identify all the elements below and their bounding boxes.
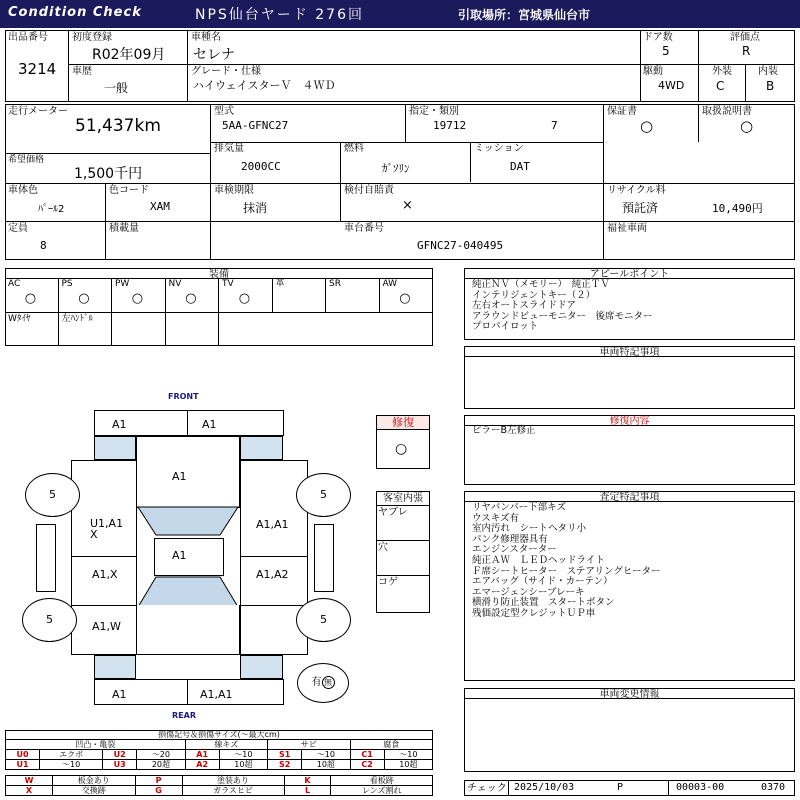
recycle-label: リサイクル料 <box>607 185 666 196</box>
roof-damage: A1 <box>172 549 187 562</box>
equipment-label: 左ﾊﾝﾄﾞﾙ <box>61 314 94 324</box>
rating-label: 評価点 <box>730 32 760 43</box>
inspection-value: 抹消 <box>243 201 268 215</box>
displacement-label: 排気量 <box>214 143 244 154</box>
tire-front-left-tread: 5 <box>49 488 56 501</box>
legend-desc: レンズ割れ <box>331 786 433 796</box>
warranty-label: 保証書 <box>607 106 637 117</box>
front-bumper-right-damage: A1 <box>202 418 217 431</box>
designation-value: 19712 <box>433 119 467 132</box>
equipment-label: NV <box>168 279 182 289</box>
equipment-cell-row2-1 <box>59 312 113 346</box>
legend-code: C2 <box>350 760 384 770</box>
legend-code: P <box>135 776 182 786</box>
equipment-mark: ○ <box>238 291 251 306</box>
legend-table <box>5 739 433 770</box>
recycle-status: 預託済 <box>622 201 659 215</box>
rating-value: R <box>742 44 751 58</box>
legend-code: U0 <box>6 750 40 760</box>
equipment-label: 革 <box>275 279 285 289</box>
legend-code: U1 <box>6 760 40 770</box>
equipment-cell-row2-0 <box>5 312 59 346</box>
equipment-cell-row2-7 <box>380 312 434 346</box>
welfare-label: 福祉車両 <box>607 223 647 234</box>
capacity-label: 定員 <box>8 223 28 234</box>
equipment-cell-row2-6 <box>326 312 380 346</box>
legend-code: W <box>6 776 53 786</box>
drive-value: 4WD <box>658 79 685 92</box>
equipment-cell-6 <box>326 278 380 312</box>
mission-value: DAT <box>510 160 530 173</box>
legend-desc: 10超 <box>384 760 432 770</box>
car-name-label: 車種名 <box>191 32 221 43</box>
insurance-label: 検付自賠責 <box>344 185 394 196</box>
tire-front-right-tread: 5 <box>320 488 327 501</box>
change-info-box <box>464 698 795 772</box>
mileage-value: 51,437km <box>75 116 161 136</box>
model-value: 5AA-GFNC27 <box>222 119 289 132</box>
equipment-title: 装備 <box>5 268 433 279</box>
right-front-door-damage: A1,A1 <box>256 518 289 531</box>
legend-group: 腐食 <box>350 740 433 750</box>
history-value: 一般 <box>104 81 129 95</box>
equipment-cell-3 <box>166 278 220 312</box>
legend-desc: 交換跡 <box>52 786 135 796</box>
change-info-title: 車両変更情報 <box>464 688 795 699</box>
fuel-value: ｶﾞｿﾘﾝ <box>382 162 410 175</box>
equipment-label: AW <box>382 279 398 289</box>
check-date: 2025/10/03 <box>514 782 575 793</box>
equipment-mark: ○ <box>185 291 197 306</box>
designation-label: 指定・類別 <box>409 106 459 117</box>
legend-title: 損傷記号＆損傷サイズ(～最大cm) <box>5 730 433 740</box>
legend-code: S1 <box>268 750 302 760</box>
appeal-title: アピールポイント <box>464 268 795 279</box>
chassis-label: 車台番号 <box>344 223 384 234</box>
repair-content-text: ピラーB左修正 <box>472 425 536 436</box>
equipment-label: AC <box>8 279 21 289</box>
exterior-label: 外装 <box>712 66 732 77</box>
legend-code: A1 <box>185 750 219 760</box>
doors-label: ドア数 <box>643 32 673 43</box>
left-rear-door-damage: A1,X <box>92 568 118 581</box>
front-left-fender <box>94 436 136 460</box>
mission-label: ミッション <box>474 143 524 154</box>
spare-none-mark: 無 <box>322 676 335 689</box>
legend-code: G <box>135 786 182 796</box>
trunk-area <box>136 605 240 655</box>
equipment-cell-1 <box>59 278 113 312</box>
equipment-label: SR <box>329 279 341 289</box>
equipment-cell-row2-2 <box>112 312 166 346</box>
equipment-cell-7 <box>380 278 434 312</box>
first-registration-label: 初度登録 <box>72 32 112 43</box>
legend-desc: 20超 <box>137 760 185 770</box>
grade-value: ハイウェイスターＶ ４ＷＤ <box>193 79 336 92</box>
lot-number: 3214 <box>18 60 57 78</box>
capacity-value: 8 <box>40 239 47 252</box>
legend-desc: ～10 <box>302 750 350 760</box>
inspection-label: 車検期限 <box>214 185 254 196</box>
right-rear-door-damage: A1,A2 <box>256 568 289 581</box>
pickup-location: 引取場所：宮城県仙台市 <box>458 8 591 22</box>
check-number: 00003-00 <box>676 782 725 793</box>
tire-rear-left <box>22 598 77 642</box>
special-title: 車両特記事項 <box>464 346 795 357</box>
insurance-value: × <box>402 198 413 213</box>
equipment-mark: ○ <box>24 291 37 306</box>
warranty-mark: ○ <box>640 117 654 135</box>
repair-content-title: 修復内容 <box>464 415 795 426</box>
equipment-cell-row2-5 <box>273 312 327 346</box>
color-value: ﾊﾟｰﾙ2 <box>38 204 65 215</box>
equipment-mark: ○ <box>131 291 144 306</box>
tire-rear-right-tread: 5 <box>320 613 327 626</box>
equipment-cell-0 <box>5 278 59 312</box>
legend-desc: 塗装あり <box>182 776 284 786</box>
legend-code: X <box>6 786 53 796</box>
legend-code: A2 <box>185 760 219 770</box>
color-code-label: 色コード <box>109 185 149 196</box>
rear-bumper-left-damage: A1 <box>112 688 127 701</box>
color-label: 車体色 <box>8 185 38 196</box>
history-label: 車歴 <box>72 66 92 77</box>
equipment-mark: ○ <box>78 291 90 306</box>
exterior-grade: C <box>716 79 725 93</box>
legend-table-2 <box>5 775 433 796</box>
equipment-cell-5 <box>273 278 327 312</box>
fuel-label: 燃料 <box>344 143 364 154</box>
rear-left-fender <box>94 655 136 679</box>
condition-check-label: Condition Check <box>8 5 142 20</box>
inspection-notes-text: リヤバンパー下部キズ ウスキズ有 室内汚れ シートヘタリ小 パンク修理器具有 エンジンスターター 純正ＡＷ ＬＥＤヘッドライト Ｆ席シートヒーター ステアリングヒーター エアバッグ（サイド・カーテン） エマージェンシーブレーキ 横滑り防止装置 スタートボタン 残価設定型クレジットＵＰ車 <box>472 502 661 619</box>
mileage-label: 走行メーター <box>8 106 68 117</box>
lot-label: 出品番号 <box>8 32 48 43</box>
equipment-cell-row2-3 <box>166 312 220 346</box>
tire-front-left <box>25 473 80 517</box>
price-label: 希望価格 <box>8 155 45 165</box>
legend-desc: ガラスヒビ <box>182 786 284 796</box>
interior-burn: コゲ <box>378 577 398 588</box>
legend-code: K <box>284 776 331 786</box>
repair-mark: ○ <box>395 441 408 457</box>
left-side-window <box>36 524 56 592</box>
front-label: FRONT <box>168 392 199 401</box>
appeal-points: 純正ＮＶ（メモリー） 純正ＴＶ インテリジェントキー（２） 左右オートスライドドア アラウンドビューモニター 後席モニター プロパイロット <box>472 279 653 333</box>
front-right-fender <box>240 436 283 460</box>
rear-bumper-right-damage: A1,A1 <box>200 688 233 701</box>
equipment-label: Wﾀｲﾔ <box>8 314 31 324</box>
equipment-mark: ○ <box>399 291 411 306</box>
legend-desc: 10超 <box>219 760 267 770</box>
equipment-label: TV <box>222 279 234 289</box>
equipment-cell-4 <box>219 278 273 312</box>
legend-code: L <box>284 786 331 796</box>
legend-code: U3 <box>103 760 137 770</box>
check-label: チェック <box>467 783 507 794</box>
grade-label: グレード・仕様 <box>191 66 261 77</box>
legend-group: 線キズ <box>185 740 267 750</box>
left-front-door-damage: U1,A1 X <box>90 517 124 541</box>
rear-right-fender <box>240 655 283 679</box>
spare-present-label: 有 <box>311 677 322 688</box>
roof <box>154 538 224 576</box>
interior-box <box>376 505 430 613</box>
legend-desc: ～10 <box>40 760 103 770</box>
equipment-label: PW <box>115 279 130 289</box>
price-value: 1,500千円 <box>74 166 143 182</box>
interior-grade: B <box>766 79 775 93</box>
front-bumper-left-damage: A1 <box>112 418 127 431</box>
equipment-cell-row2-4 <box>219 312 273 346</box>
manual-label: 取扱説明書 <box>702 106 752 117</box>
repair-title: 修復 <box>376 415 430 430</box>
tire-rear-right <box>296 598 351 642</box>
legend-group: サビ <box>268 740 350 750</box>
tire-rear-left-tread: 5 <box>46 613 53 626</box>
doors-value: 5 <box>662 44 670 58</box>
equipment-label: PS <box>61 279 73 289</box>
legend-desc: エクボ <box>40 750 103 760</box>
model-label: 型式 <box>214 106 234 117</box>
displacement-value: 2000CC <box>241 160 281 173</box>
legend-desc: 板金あり <box>52 776 135 786</box>
legend-code: S2 <box>268 760 302 770</box>
legend-desc: ～10 <box>384 750 432 760</box>
first-registration-value: R02年09月 <box>92 47 166 63</box>
drive-label: 駆動 <box>643 66 663 77</box>
legend-desc: 10超 <box>302 760 350 770</box>
rear-label: REAR <box>172 711 196 720</box>
header-bar <box>0 0 800 28</box>
load-label: 積載量 <box>109 223 139 234</box>
legend-desc: ～10 <box>219 750 267 760</box>
interior-title: 客室内張 <box>376 491 430 506</box>
interior-tear: ヤブレ <box>378 507 408 518</box>
hood <box>136 436 240 508</box>
color-code-value: XAM <box>150 200 170 213</box>
car-name-value: セレナ <box>193 47 235 63</box>
auction-title: NPS仙台ヤード 276回 <box>195 7 364 23</box>
inspection-notes-title: 査定特記事項 <box>464 491 795 502</box>
hood-damage: A1 <box>172 470 187 483</box>
tire-front-right <box>296 473 351 517</box>
legend-desc: ～20 <box>137 750 185 760</box>
check-code: P <box>617 782 624 793</box>
legend-group: 凹凸・亀裂 <box>6 740 186 750</box>
equipment-cell-2 <box>112 278 166 312</box>
check-number-2: 0370 <box>761 782 786 793</box>
left-rear-quarter-damage: A1,W <box>92 620 121 633</box>
special-box <box>464 356 795 409</box>
class-value: 7 <box>551 119 558 132</box>
right-side-window <box>314 524 334 592</box>
manual-mark: ○ <box>740 117 754 135</box>
legend-code: C1 <box>350 750 384 760</box>
legend-desc: 看板跡 <box>331 776 433 786</box>
spare-tire <box>297 663 349 703</box>
interior-hole: 穴 <box>378 542 388 553</box>
interior-label: 内装 <box>758 66 778 77</box>
legend-code: U2 <box>103 750 137 760</box>
chassis-value: GFNC27-040495 <box>417 239 504 252</box>
recycle-fee: 10,490円 <box>712 202 763 215</box>
